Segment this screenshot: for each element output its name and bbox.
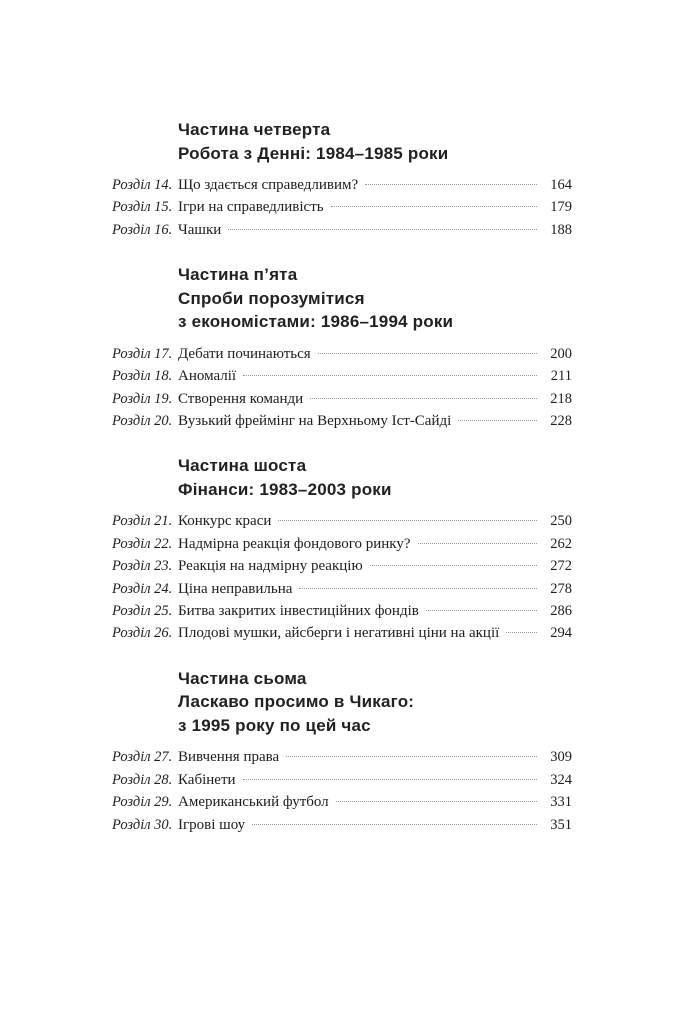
- page-number: 218: [550, 390, 572, 407]
- chapter-title: Аномалії: [178, 368, 237, 385]
- chapter-title: Що здається справедливим?: [178, 177, 359, 193]
- page-number: 250: [550, 513, 572, 530]
- chapter-title: Кабінети: [178, 771, 236, 788]
- page-number: 179: [550, 199, 572, 216]
- chapter-title: Ціна неправильна: [178, 580, 293, 597]
- toc-entry: [112, 365, 572, 387]
- dot-leader: [310, 398, 537, 399]
- part-heading: [178, 454, 572, 501]
- chapter-title: Створення команди: [178, 390, 304, 407]
- toc-entry: [112, 219, 572, 241]
- chapter-label: Розділ 16.: [112, 221, 173, 238]
- toc-section: [112, 454, 572, 644]
- page-number: 324: [550, 771, 572, 788]
- page-number: 211: [550, 368, 572, 385]
- part-heading-line: Робота з Денні: 1984–1985 роки: [178, 143, 449, 163]
- part-heading: [178, 667, 572, 738]
- toc-section: [112, 263, 572, 432]
- toc-entry: [112, 343, 572, 365]
- dot-leader: [299, 588, 537, 589]
- dot-leader: [243, 375, 537, 376]
- page-number: 272: [550, 558, 572, 575]
- part-heading-line: Частина шоста: [178, 456, 307, 476]
- page-number: 351: [550, 816, 572, 833]
- chapter-label: Розділ 28.: [112, 771, 173, 788]
- toc-entry: [112, 410, 572, 432]
- part-heading-line: Фінанси: 1983–2003 роки: [178, 479, 392, 499]
- chapter-label: Розділ 23.: [112, 558, 173, 575]
- toc-entry: [112, 769, 572, 791]
- toc-entry: [112, 388, 572, 410]
- toc-entry: [112, 196, 572, 218]
- dot-leader: [228, 229, 537, 230]
- chapter-label: Розділ 25.: [112, 602, 173, 619]
- chapter-title: Американський футбол: [178, 794, 329, 811]
- chapter-label: Розділ 14.: [112, 177, 173, 193]
- page-number: 262: [550, 535, 572, 552]
- chapter-title: Чашки: [178, 221, 222, 238]
- part-heading-line: з 1995 року по цей час: [178, 715, 371, 735]
- chapter-title: Вивчення права: [178, 749, 280, 766]
- chapter-label: Розділ 27.: [112, 749, 173, 766]
- part-heading: [178, 263, 572, 334]
- chapter-label: Розділ 24.: [112, 580, 173, 597]
- dot-leader: [506, 632, 537, 633]
- chapter-label: Розділ 26.: [112, 625, 173, 642]
- chapter-title: Ігрові шоу: [178, 816, 246, 833]
- dot-leader: [458, 420, 537, 421]
- page-number: 286: [550, 602, 572, 619]
- chapter-title: Плодові мушки, айсберги і негативні ціни на акції: [178, 625, 500, 642]
- dot-leader: [426, 610, 537, 611]
- toc-entry: [112, 533, 572, 555]
- toc-section: [112, 667, 572, 836]
- chapter-title: Ігри на справедливість: [178, 199, 324, 216]
- chapter-label: Розділ 21.: [112, 513, 173, 530]
- chapter-label: Розділ 18.: [112, 368, 173, 385]
- dot-leader: [286, 756, 537, 757]
- dot-leader: [365, 184, 537, 185]
- toc-entry: [112, 578, 572, 600]
- dot-leader: [243, 779, 537, 780]
- part-heading-line: з економістами: 1986–1994 роки: [178, 312, 454, 332]
- part-heading-line: Частина сьома: [178, 668, 307, 688]
- chapter-title: Надмірна реакція фондового ринку?: [178, 535, 411, 552]
- page-number: 200: [550, 345, 572, 362]
- page-number: 331: [550, 794, 572, 811]
- chapter-label: Розділ 19.: [112, 390, 173, 407]
- chapter-title: Битва закритих інвестиційних фондів: [178, 602, 419, 619]
- chapter-label: Розділ 22.: [112, 535, 173, 552]
- page-number: 294: [550, 625, 572, 642]
- dot-leader: [336, 801, 537, 802]
- chapter-title: Реакція на надмірну реакцію: [178, 558, 363, 575]
- toc-entry: [112, 510, 572, 532]
- toc-entry: [112, 600, 572, 622]
- page-number: 164: [550, 177, 572, 193]
- page-number: 228: [550, 412, 572, 429]
- toc-entry: [112, 791, 572, 813]
- toc-entry: [112, 814, 572, 836]
- toc-entry: [112, 555, 572, 577]
- chapter-label: Розділ 17.: [112, 345, 173, 362]
- dot-leader: [370, 565, 537, 566]
- page-number: 278: [550, 580, 572, 597]
- toc-entry: [112, 174, 572, 196]
- chapter-label: Розділ 29.: [112, 794, 173, 811]
- part-heading-line: Ласкаво просимо в Чикаго:: [178, 692, 415, 712]
- chapter-title: Дебати починаються: [178, 345, 311, 362]
- toc-section: [112, 118, 572, 241]
- toc-entry: [112, 622, 572, 644]
- part-heading: [178, 118, 572, 165]
- page-number: 188: [550, 221, 572, 238]
- toc: [112, 118, 572, 858]
- dot-leader: [418, 543, 537, 544]
- page-number: 309: [550, 749, 572, 766]
- part-heading-line: Спроби порозумітися: [178, 288, 365, 308]
- chapter-label: Розділ 30.: [112, 816, 173, 833]
- chapter-title: Вузький фреймінг на Верхньому Іст-Сайді: [178, 412, 452, 429]
- chapter-label: Розділ 15.: [112, 199, 173, 216]
- dot-leader: [278, 520, 537, 521]
- dot-leader: [331, 206, 537, 207]
- dot-leader: [252, 824, 537, 825]
- toc-entry: [112, 746, 572, 768]
- chapter-title: Конкурс краси: [178, 513, 272, 530]
- chapter-label: Розділ 20.: [112, 412, 173, 429]
- part-heading-line: Частина п’ята: [178, 265, 298, 285]
- dot-leader: [318, 353, 537, 354]
- part-heading-line: Частина четверта: [178, 120, 331, 139]
